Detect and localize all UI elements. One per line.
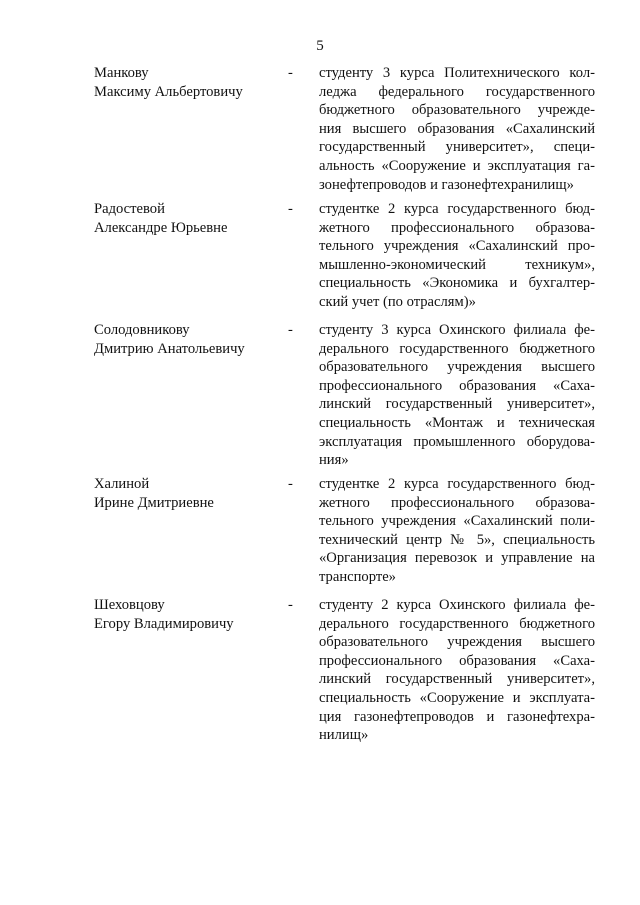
description-line: линский государственный университет», — [319, 396, 595, 413]
description-line: леджа федерального государственного — [319, 83, 595, 100]
description-line: профессионального образования «Саха- — [319, 652, 595, 669]
recipient-surname: Шеховцову — [94, 597, 165, 613]
description-line: студенту 3 курса Охинского филиала фе- — [319, 322, 595, 338]
description-line: студенту 2 курса Охинского филиала фе- — [319, 597, 595, 613]
description-line: эксплуатация промышленного оборудова- — [319, 433, 595, 450]
description-line: студентке 2 курса государственного бюд- — [319, 476, 595, 492]
recipient-surname: Манкову — [94, 65, 149, 81]
recipient-surname: Солодовникову — [94, 322, 190, 338]
recipient-given-names: Дмитрию Анатольевичу — [94, 340, 245, 357]
recipient-description — [319, 64, 595, 194]
description-line: технический центр № 5», специальность — [319, 531, 595, 548]
description-line: альность «Сооружение и эксплуатация га- — [319, 157, 595, 174]
description-line: образовательного учреждения высшего — [319, 359, 595, 376]
description-line: специальность «Монтаж и техническая — [319, 414, 595, 431]
recipient-description — [319, 475, 595, 587]
recipient-given-names: Максиму Альбертовичу — [94, 83, 243, 100]
separator-dash: - — [288, 201, 293, 217]
description-line: жетного профессионального образова- — [319, 494, 595, 511]
description-line: образовательного учреждения высшего — [319, 634, 595, 651]
description-line: профессионального образования «Саха- — [319, 377, 595, 394]
description-line: специальность «Экономика и бухгалтер- — [319, 275, 595, 292]
recipient-surname: Радостевой — [94, 201, 165, 217]
recipient-name — [94, 200, 284, 237]
description-line: дерального государственного бюджетного — [319, 340, 595, 357]
description-line: линский государственный университет», — [319, 671, 595, 688]
description-line: ния» — [319, 452, 349, 469]
recipient-name — [94, 596, 284, 633]
description-line: ния высшего образования «Сахалинский — [319, 120, 595, 137]
description-line: зонефтепроводов и газонефтехранилищ» — [319, 176, 574, 193]
page-number: 5 — [316, 38, 324, 54]
description-line: дерального государственного бюджетного — [319, 615, 595, 632]
recipient-description — [319, 596, 595, 745]
recipient-description — [319, 200, 595, 312]
description-line: студенту 3 курса Политехнического кол- — [319, 65, 595, 81]
recipient-description — [319, 321, 595, 470]
recipient-given-names: Егору Владимировичу — [94, 615, 234, 632]
description-line: государственный университет», специ- — [319, 139, 595, 156]
recipient-name — [94, 64, 284, 101]
separator-dash: - — [288, 65, 293, 81]
recipient-given-names: Ирине Дмитриевне — [94, 494, 214, 511]
description-line: бюджетного образовательного учрежде- — [319, 102, 595, 119]
recipient-name — [94, 475, 284, 512]
description-line: специальность «Сооружение и эксплуата- — [319, 689, 595, 706]
description-line: ция газонефтепроводов и газонефтехра- — [319, 708, 595, 725]
separator-dash: - — [288, 597, 293, 613]
separator-dash: - — [288, 322, 293, 338]
separator-dash: - — [288, 476, 293, 492]
description-line: нилищ» — [319, 727, 369, 744]
description-line: транспорте» — [319, 568, 396, 585]
recipient-given-names: Александре Юрьевне — [94, 219, 228, 236]
description-line: тельного учреждения «Сахалинский поли- — [319, 513, 595, 530]
description-line: тельного учреждения «Сахалинский про- — [319, 238, 595, 255]
description-line: жетного профессионального образова- — [319, 219, 595, 236]
recipient-name — [94, 321, 284, 358]
description-line: мышленно-экономический техникум», — [319, 256, 595, 273]
recipient-surname: Халиной — [94, 476, 150, 492]
description-line: ский учет (по отраслям)» — [319, 293, 476, 310]
description-line: студентке 2 курса государственного бюд- — [319, 201, 595, 217]
description-line: «Организация перевозок и управление на — [319, 550, 595, 567]
